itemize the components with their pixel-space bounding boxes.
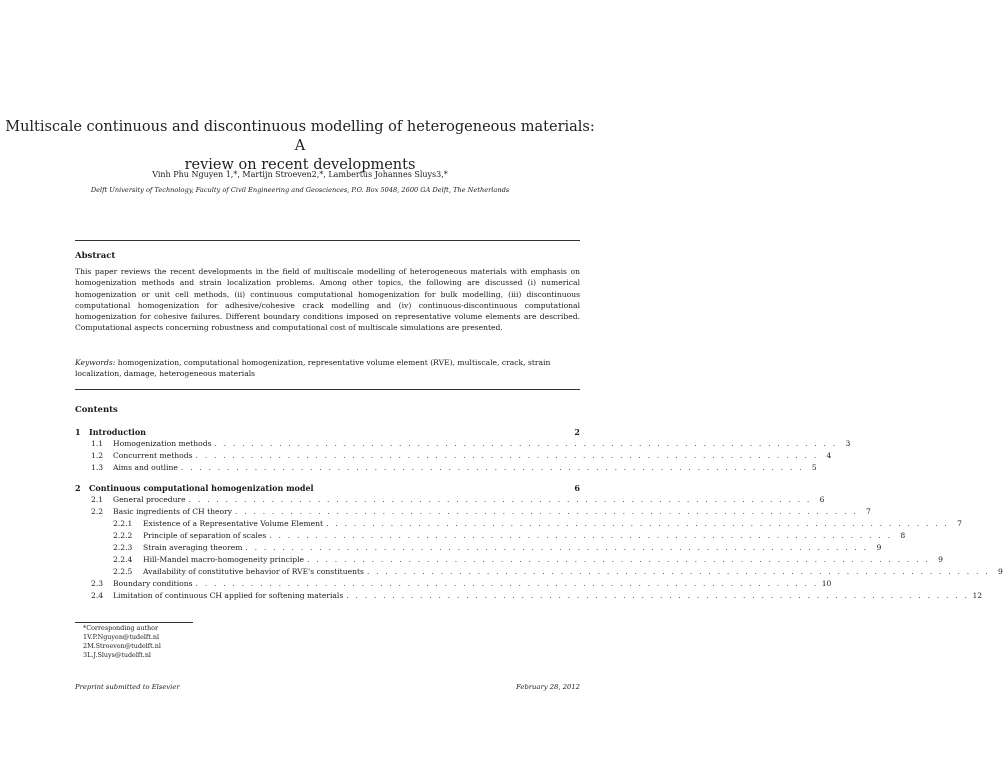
toc-number: 2.2.4 xyxy=(113,555,133,564)
toc-entry[interactable] xyxy=(75,451,832,463)
toc-label: Principle of separation of scales xyxy=(143,531,267,540)
keywords-text: homogenization, computational homogenization, representative volume element (RVE), multiscale, crack, strain localization, damage, heterogeneous materials xyxy=(75,358,551,379)
toc-number: 1.3 xyxy=(91,463,104,472)
toc-page: 5 xyxy=(811,463,817,472)
affiliation: Delft University of Technology, Faculty of Civil Engineering and Geosciences, P.O. Box 5048, 2600 GA Delft, The Netherlands xyxy=(90,186,510,194)
abstract-text: This paper reviews the recent developments in the field of multiscale modelling of heterogeneous materials with emphasis on homogenization methods and strain localization problems. Among other topics, the following are discussed (i) numerical homogenization or unit cell methods, (ii) continuous computational homogenization for bulk modelling, (iii) discontinuous computational homogenization for adhesive/cohesive crack modelling and (iv) continuous-discontinuous computational homogenization for cohesive failures. Different boundary conditions imposed on representative volume elements are described. Computational aspects concerning robustness and computational cost of multiscale simulations are presented. xyxy=(75,267,580,333)
toc-label: Strain averaging theorem xyxy=(143,543,243,552)
title-line-2: review on recent developments xyxy=(184,157,416,173)
toc-number: 2.2 xyxy=(91,507,104,516)
toc-page: 12 xyxy=(972,591,983,600)
toc-number: 2.2.1 xyxy=(113,519,133,528)
toc-label: General procedure xyxy=(113,495,186,504)
toc-number: 2.4 xyxy=(91,591,104,600)
footer-date: February 28, 2012 xyxy=(516,683,580,691)
contents-heading: Contents xyxy=(75,405,118,415)
top-divider xyxy=(75,240,580,241)
toc-label: Hill-Mandel macro-homogeneity principle xyxy=(143,555,305,564)
toc-leader: . . . . . . . . . . . . . . . . . . . . . . . . . . . . . . . . . . . . . . . . . . . . . . . . . . . . . . . . . . . . . . . . . . . . xyxy=(235,507,858,516)
toc-label: Continuous computational homogenization model xyxy=(89,483,314,493)
toc-number: 2 xyxy=(75,483,81,493)
toc-leader: . . . . . . . . . . . . . . . . . . . . . . . . . . . . . . . . . . . . . . . . . . . . . . . . . . . . . . . . . . . . . . . . . . . . xyxy=(214,439,838,448)
footnote-email-2[interactable]: 2M.Stroeven@tudelft.nl xyxy=(83,642,161,650)
toc-label: Boundary conditions xyxy=(113,579,193,588)
toc-leader: . . . . . . . . . . . . . . . . . . . . . . . . . . . . . . . . . . . . . . . . . . . . . . . . . . . . . . . . . . . . . . . . . . . . xyxy=(307,555,930,564)
footnote-corresponding: *Corresponding author xyxy=(83,624,159,632)
toc-page: 8 xyxy=(900,531,906,540)
toc-leader: . . . . . . . . . . . . . . . . . . . . . . . . . . . . . . . . . . . . . . . . . . . . . . . . . . . . . . . . . . . . . . . . . . . . xyxy=(180,463,804,472)
toc-number: 2.1 xyxy=(91,495,104,504)
toc-page: 7 xyxy=(957,519,962,528)
toc-page: 2 xyxy=(574,427,580,437)
toc-entry[interactable] xyxy=(75,519,962,531)
toc-label: Limitation of continuous CH applied for softening materials xyxy=(113,591,344,600)
toc-leader: . . . . . . . . . . . . . . . . . . . . . . . . . . . . . . . . . . . . . . . . . . . . . . . . . . . . . . . . . . . . . . . . . . . . xyxy=(195,579,819,588)
toc-leader: . . . . . . . . . . . . . . . . . . . . . . . . . . . . . . . . . . . . . . . . . . . . . . . . . . . . . . . . . . . . . . . . . . . . xyxy=(346,591,970,600)
toc-entry[interactable] xyxy=(75,543,882,555)
toc-label: Homogenization methods xyxy=(113,439,212,448)
toc-entry[interactable] xyxy=(75,567,1003,579)
title-line-1: Multiscale continuous and discontinuous modelling of heterogeneous materials: A xyxy=(5,119,595,154)
toc-leader: . . . . . . . . . . . . . . . . . . . . . . . . . . . . . . . . . . . . . . . . . . . . . . . . . . . . . . . . . . . . . . . . . . . . xyxy=(195,451,819,460)
toc-page: 6 xyxy=(574,483,580,493)
toc-page: 4 xyxy=(826,451,832,460)
toc-leader: . . . . . . . . . . . . . . . . . . . . . . . . . . . . . . . . . . . . . . . . . . . . . . . . . . . . . . . . . . . . . . . . . . . . xyxy=(366,567,990,576)
abstract-heading: Abstract xyxy=(75,251,116,261)
toc-label: Existence of a Representative Volume Element xyxy=(143,519,324,528)
toc-label: Basic ingredients of CH theory xyxy=(113,507,233,516)
footnote-divider xyxy=(75,622,193,623)
toc-page: 9 xyxy=(938,555,943,564)
toc-number: 2.3 xyxy=(91,579,104,588)
toc-number: 2.2.2 xyxy=(113,531,133,540)
footer-left: Preprint submitted to Elsevier xyxy=(75,683,180,691)
toc-label: Aims and outline xyxy=(113,463,178,472)
toc-page: 7 xyxy=(866,507,871,516)
toc-leader: . . . . . . . . . . . . . . . . . . . . . . . . . . . . . . . . . . . . . . . . . . . . . . . . . . . . . . . . . . . . . . . . . . . . xyxy=(245,543,869,552)
toc-page: 9 xyxy=(997,567,1003,576)
toc-entry[interactable] xyxy=(75,507,871,519)
keywords-label: Keywords: xyxy=(75,358,116,367)
toc-entry[interactable] xyxy=(75,439,851,451)
toc-leader: . . . . . . . . . . . . . . . . . . . . . . . . . . . . . . . . . . . . . . . . . . . . . . . . . . . . . . . . . . . . . . . . . . . . xyxy=(269,531,893,540)
author-list: Vinh Phu Nguyen 1,*, Martijn Stroeven2,*, Lambertus Johannes Sluys3,* xyxy=(152,170,448,179)
toc-label: Introduction xyxy=(89,427,146,437)
toc-page: 9 xyxy=(876,543,882,552)
toc-number: 2.2.3 xyxy=(113,543,133,552)
toc-label: Availability of constitutive behavior of RVE's constituents xyxy=(143,567,364,576)
toc-page: 10 xyxy=(821,579,832,588)
toc-entry[interactable] xyxy=(75,531,906,543)
toc-leader: . . . . . . . . . . . . . . . . . . . . . . . . . . . . . . . . . . . . . . . . . . . . . . . . . . . . . . . . . . . . . . . . . . . . xyxy=(326,519,949,528)
toc-entry[interactable] xyxy=(75,483,580,495)
toc-entry[interactable] xyxy=(75,579,832,591)
toc-page: 6 xyxy=(819,495,825,504)
toc-label: Concurrent methods xyxy=(113,451,193,460)
footnote-email-3[interactable]: 3L.J.Sluys@tudelft.nl xyxy=(83,651,151,659)
toc-page: 3 xyxy=(845,439,851,448)
toc-entry[interactable] xyxy=(75,591,983,603)
bottom-divider xyxy=(75,389,580,390)
keywords xyxy=(75,357,580,380)
toc-entry[interactable] xyxy=(75,495,825,507)
toc-leader: . . . . . . . . . . . . . . . . . . . . . . . . . . . . . . . . . . . . . . . . . . . . . . . . . . . . . . . . . . . . . . . . . . . . xyxy=(188,495,812,504)
paper-title xyxy=(0,118,600,175)
footnote-email-1[interactable]: 1V.P.Nguyen@tudelft.nl xyxy=(83,633,160,641)
toc-entry[interactable] xyxy=(75,463,817,475)
toc-number: 1.2 xyxy=(91,451,104,460)
toc-number: 2.2.5 xyxy=(113,567,133,576)
toc-entry[interactable] xyxy=(75,555,943,567)
toc-entry[interactable] xyxy=(75,427,580,439)
toc-number: 1 xyxy=(75,427,81,437)
toc-number: 1.1 xyxy=(91,439,104,448)
